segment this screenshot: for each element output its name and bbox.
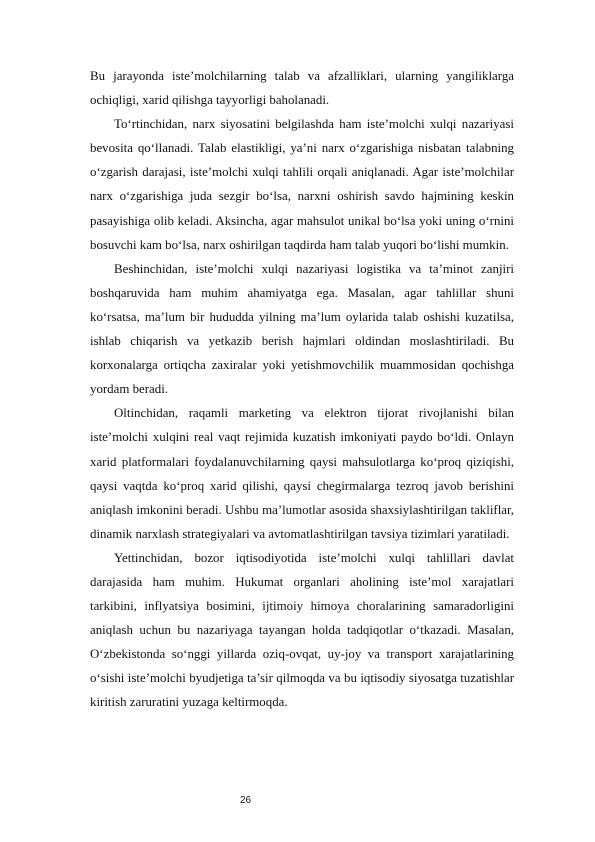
paragraph-fourth-point: To‘rtinchidan, narx siyosatini belgilashda ham iste’molchi xulqi nazariyasi bevosita qo‘llanadi. Talab elastikligi, ya’ni narx o‘zgarishiga nisbatan talabning o‘zgarish darajasi, iste’molchi xulqi tahlili orqali aniqlanadi. Agar iste’molchilar narx o‘zgarishiga juda sezgir bo‘lsa, narxni oshirish savdo hajmining keskin pasayishiga olib keladi. Aksincha, agar mahsulot unikal bo‘lsa yoki uning o‘rnini bosuvchi kam bo‘lsa, narx oshirilgan taqdirda ham talab yuqori bo‘lishi mumkin. (90, 117, 514, 252)
page-number-footer (0, 795, 595, 806)
page-number: 26 (239, 795, 252, 806)
paragraph-fifth-point: Beshinchidan, iste’molchi xulqi nazariyasi logistika va ta’minot zanjiri boshqaruvida ham muhim ahamiyatga ega. Masalan, agar tahlillar shuni ko‘rsatsa, ma’lum bir hududda yilning ma’lum oylarida talab oshishi kuzatilsa, ishlab chiqarish va yetkazib berish hajmlari oldindan moslashtiriladi. Bu korxonalarga ortiqcha zaxiralar yoki yetishmovchilik muammosidan qochishga yordam beradi. (90, 261, 514, 397)
paragraph-seventh-point: Yettinchidan, bozor iqtisodiyotida iste’molchi xulqi tahlillari davlat darajasida ham muhim. Hukumat organlari aholining iste’mol xarajatlari tarkibini, inflyatsiya bosimini, ijtimoiy himoya choralarining samaradorligini aniqlash uchun bu nazariyaga tayangan holda tadqiqotlar o‘tkazadi. Masalan, O‘zbekistonda so‘nggi yillarda oziq-ovqat, uy-joy va transport xarajatlarining o‘sishi iste’molchi byudjetiga ta’sir qilmoqda va bu iqtisodiy siyosatga tuzatishlar kiritish zaruratini yuzaga keltirmoqda. (90, 550, 514, 710)
body-text (90, 64, 514, 715)
paragraph-sixth-point: Oltinchidan, raqamli marketing va elektron tijorat rivojlanishi bilan iste’molchi xulqini real vaqt rejimida kuzatish imkoniyati paydo bo‘ldi. Onlayn xarid platformalari foydalanuvchilarning qaysi mahsulotlarga ko‘proq qiziqishi, qaysi vaqtda ko‘proq xarid qilishi, qaysi chegirmalarga tezroq javob berishini aniqlash imkonini beradi. Ushbu ma’lumotlar asosida shaxsiylashtirilgan takliflar, dinamik narxlash strategiyalari va avtomatlashtirilgan tavsiya tizimlari yaratiladi. (90, 406, 514, 541)
paragraph-continuation: Bu jarayonda iste’molchilarning talab va afzalliklari, ularning yangiliklarga ochiqligi, xarid qilishga tayyorligi baholanadi. (90, 69, 514, 108)
